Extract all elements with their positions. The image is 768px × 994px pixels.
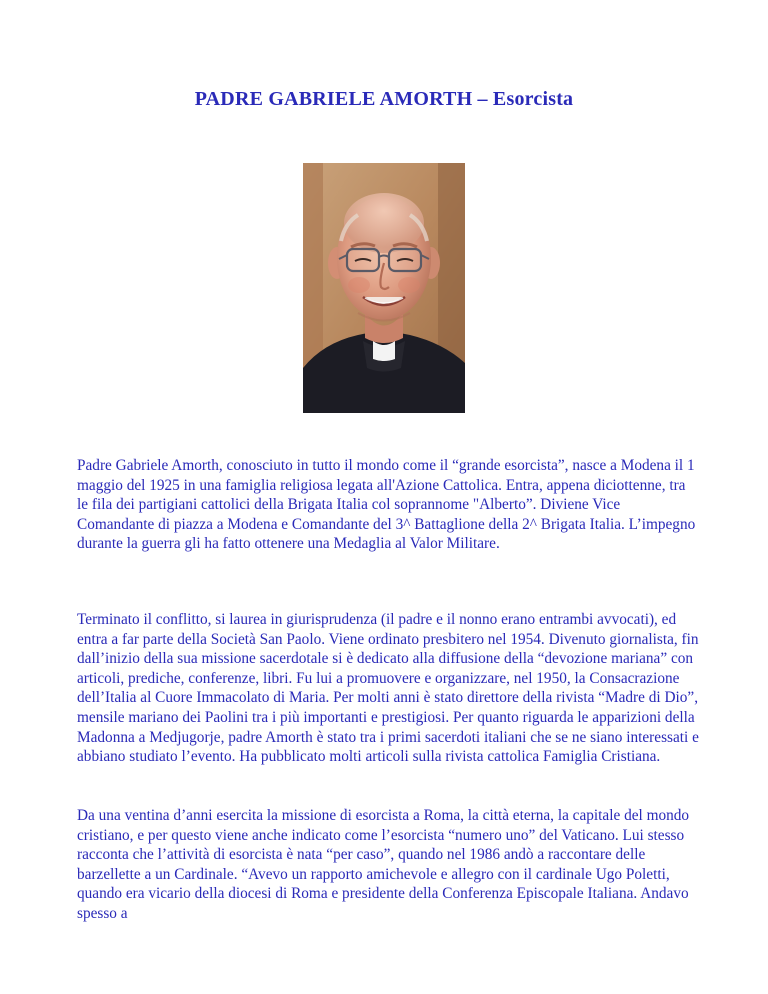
paragraph-biography-exorcist: Da una ventina d’anni esercita la missione di esorcista a Roma, la città eterna, la capitale del mondo cristiano, e per questo viene anche indicato come l’esorcista “numero uno” del Vaticano. Lui stesso racconta che l’attività di esorcista è nata “per caso”, quando nel 1986 andò a raccontare delle barzellette a un Cardinale. “Avevo un rapporto amichevole e allegro con il cardinale Ugo Poletti, quando era vicario della diocesi di Roma e presidente della Conferenza Episcopale Italiana. Andavo spesso a [77, 807, 690, 922]
page-title: PADRE GABRIELE AMORTH – Esorcista [194, 88, 574, 110]
paragraph-biography-intro: Padre Gabriele Amorth, conosciuto in tutto il mondo come il “grande esorcista”, nasce a Modena il 1 maggio del 1925 in una famiglia religiosa legata all'Azione Cattolica. Entra, appena diciottenne, tra le fila dei partigiani cattolici della Brigata Italia col soprannome "Alberto”. Diviene Vice Comandante di piazza a Modena e Comandante del 3^ Battaglione della 2^ Brigata Italia. L’impegno durante la guerra gli ha fatto ottenere una Medaglia al Valor Militare. [77, 457, 696, 553]
portrait-photo [303, 163, 465, 413]
paragraph-biography-career: Terminato il conflitto, si laurea in giurisprudenza (il padre e il nonno erano entrambi avvocati), ed entra a far parte della Società San Paolo. Viene ordinato presbitero nel 1954. Divenuto giornalista, fin dall’inizio della sua missione sacerdotale si è dedicato alla diffusione della “devozione mariana” con articoli, prediche, conferenze, libri. Fu lui a promuovere e organizzare, nel 1950, la Consacrazione dell’Italia al Cuore Immacolato di Maria. Per molti anni è stato direttore della rivista “Madre di Dio”, mensile mariano dei Paolini tra i più importanti e prestigiosi. Per quanto riguarda le apparizioni della Madonna a Medjugorje, padre Amorth è stato tra i primi sacerdoti italiani che se ne siano interessati e abbiano studiato l’evento. Ha pubblicato molti articoli sulla rivista cattolica Famiglia Cristiana. [77, 611, 699, 766]
